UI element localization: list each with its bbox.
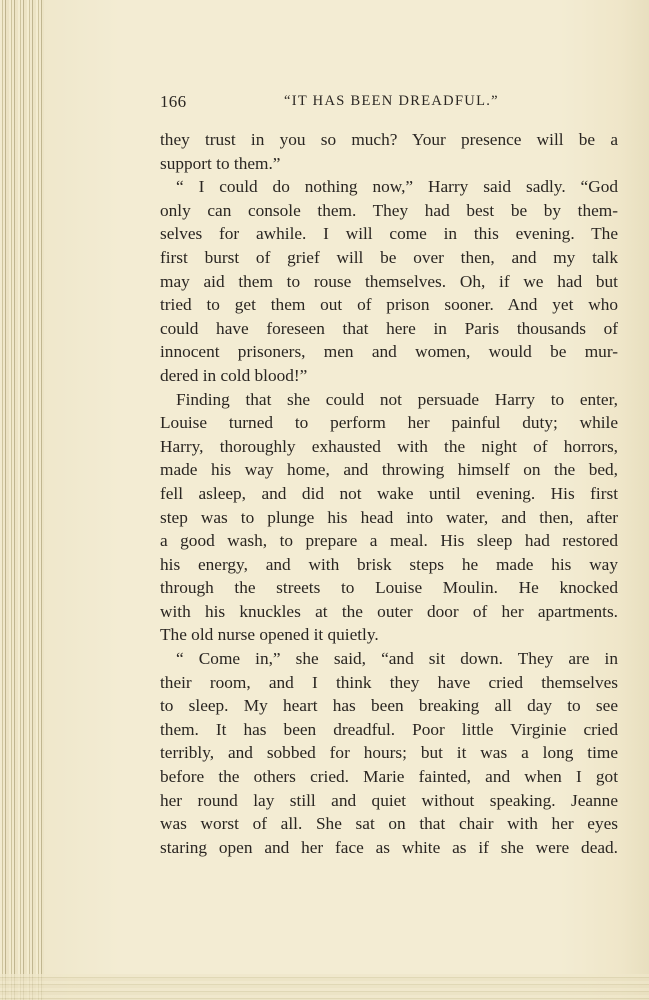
text-line: innocent prisoners, men and women, would be mur- <box>160 342 618 362</box>
text-line: selves for awhile. I will come in this evening. The <box>160 224 618 244</box>
text-line: only can console them. They had best be by them- <box>160 200 618 220</box>
text-line: to sleep. My heart has been breaking all day to see <box>160 696 618 716</box>
text-line: Louise turned to perform her painful duty; while <box>160 413 618 433</box>
text-line: The old nurse opened it quietly. <box>160 625 379 645</box>
text-line: her round lay still and quiet without speaking. Jeanne <box>160 790 618 810</box>
text-line: with his knuckles at the outer door of her apartments. <box>160 601 618 621</box>
text-line: through the streets to Louise Moulin. He knocked <box>160 578 618 598</box>
page-gutter-edge <box>0 0 44 1000</box>
text-line: “ I could do nothing now,” Harry said sadly. “God <box>176 177 618 197</box>
text-line: step was to plunge his head into water, and then, after <box>160 507 618 527</box>
text-line: support to them.” <box>160 153 281 173</box>
text-line: made his way home, and throwing himself on the bed, <box>160 460 618 480</box>
page-bottom-edge <box>0 974 649 1000</box>
text-line: their room, and I think they have cried themselves <box>160 672 618 692</box>
text-line: a good wash, to prepare a meal. His sleep had restored <box>160 531 618 551</box>
text-line: could have foreseen that here in Paris thousands of <box>160 318 618 338</box>
text-line: they trust in you so much? Your presence will be a <box>160 130 618 149</box>
page-number: 166 <box>160 92 187 111</box>
body-text <box>160 128 618 859</box>
text-line: Finding that she could not persuade Harry to enter, <box>176 389 618 409</box>
text-line: fell asleep, and did not wake until evening. His first <box>160 483 618 503</box>
text-line: was worst of all. She sat on that chair with her eyes <box>160 814 618 834</box>
text-line: dered in cold blood!” <box>160 365 308 385</box>
running-header <box>160 92 618 114</box>
text-line: “ Come in,” she said, “and sit down. They are in <box>176 649 618 669</box>
running-title: “IT HAS BEEN DREADFUL.” <box>284 93 499 109</box>
text-line: staring open and her face as white as if she were dead. <box>160 837 618 857</box>
text-line: Harry, thoroughly exhausted with the night of horrors, <box>160 436 618 456</box>
text-line: may aid them to rouse themselves. Oh, if we had but <box>160 271 618 291</box>
text-line: his energy, and with brisk steps he made his way <box>160 554 618 574</box>
text-line: first burst of grief will be over then, and my talk <box>160 247 618 267</box>
text-line: tried to get them out of prison sooner. And yet who <box>160 295 618 315</box>
text-line: them. It has been dreadful. Poor little Virginie cried <box>160 719 618 739</box>
text-line: before the others cried. Marie fainted, and when I got <box>160 767 618 787</box>
text-line: terribly, and sobbed for hours; but it was a long time <box>160 743 618 763</box>
